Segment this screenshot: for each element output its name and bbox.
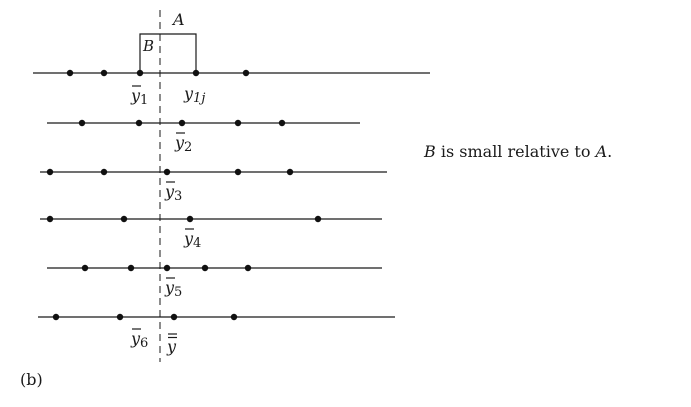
observation-point — [101, 169, 107, 175]
observation-point — [235, 120, 241, 126]
row-5 — [47, 265, 382, 300]
observation-y1j-label: y1j — [184, 84, 206, 106]
comparison-note: B is small relative to A. — [424, 142, 613, 161]
row-6-mean-point — [117, 314, 123, 320]
observation-point — [315, 216, 321, 222]
observation-point — [279, 120, 285, 126]
row-2-mean-point — [179, 120, 185, 126]
observation-point — [128, 265, 134, 271]
row-2-mean-label: y2 — [175, 133, 193, 155]
observation-point — [243, 70, 249, 76]
row-2 — [47, 120, 360, 155]
observation-point — [47, 169, 53, 175]
bracket-a-label: A — [173, 10, 185, 29]
row-4-mean-label: y4 — [184, 229, 202, 251]
observation-point — [79, 120, 85, 126]
row-3-mean-label: y3 — [165, 182, 183, 204]
row-4 — [40, 216, 382, 251]
observation-point — [136, 120, 142, 126]
observation-point — [67, 70, 73, 76]
observation-point — [245, 265, 251, 271]
row-1-mean-point — [137, 70, 143, 76]
row-5-mean-label: y5 — [165, 278, 183, 300]
observation-point — [121, 216, 127, 222]
bracket-a — [160, 34, 196, 73]
row-3 — [40, 169, 387, 204]
observation-point — [235, 169, 241, 175]
row-5-mean-point — [164, 265, 170, 271]
observation-point-y1j — [193, 70, 199, 76]
grand-mean-label: y — [167, 337, 177, 356]
row-6 — [38, 314, 395, 351]
bracket-b-label: B — [143, 37, 155, 55]
panel-label: (b) — [20, 370, 43, 389]
observation-point — [231, 314, 237, 320]
observation-point — [202, 265, 208, 271]
row-6-mean-label: y6 — [131, 329, 149, 351]
observation-point — [53, 314, 59, 320]
row-1-mean-label: y1 — [131, 86, 149, 108]
observation-point — [287, 169, 293, 175]
observation-point — [171, 314, 177, 320]
row-1 — [33, 70, 430, 108]
observation-point — [101, 70, 107, 76]
row-4-mean-point — [187, 216, 193, 222]
observation-point — [47, 216, 53, 222]
row-3-mean-point — [164, 169, 170, 175]
observation-point — [82, 265, 88, 271]
